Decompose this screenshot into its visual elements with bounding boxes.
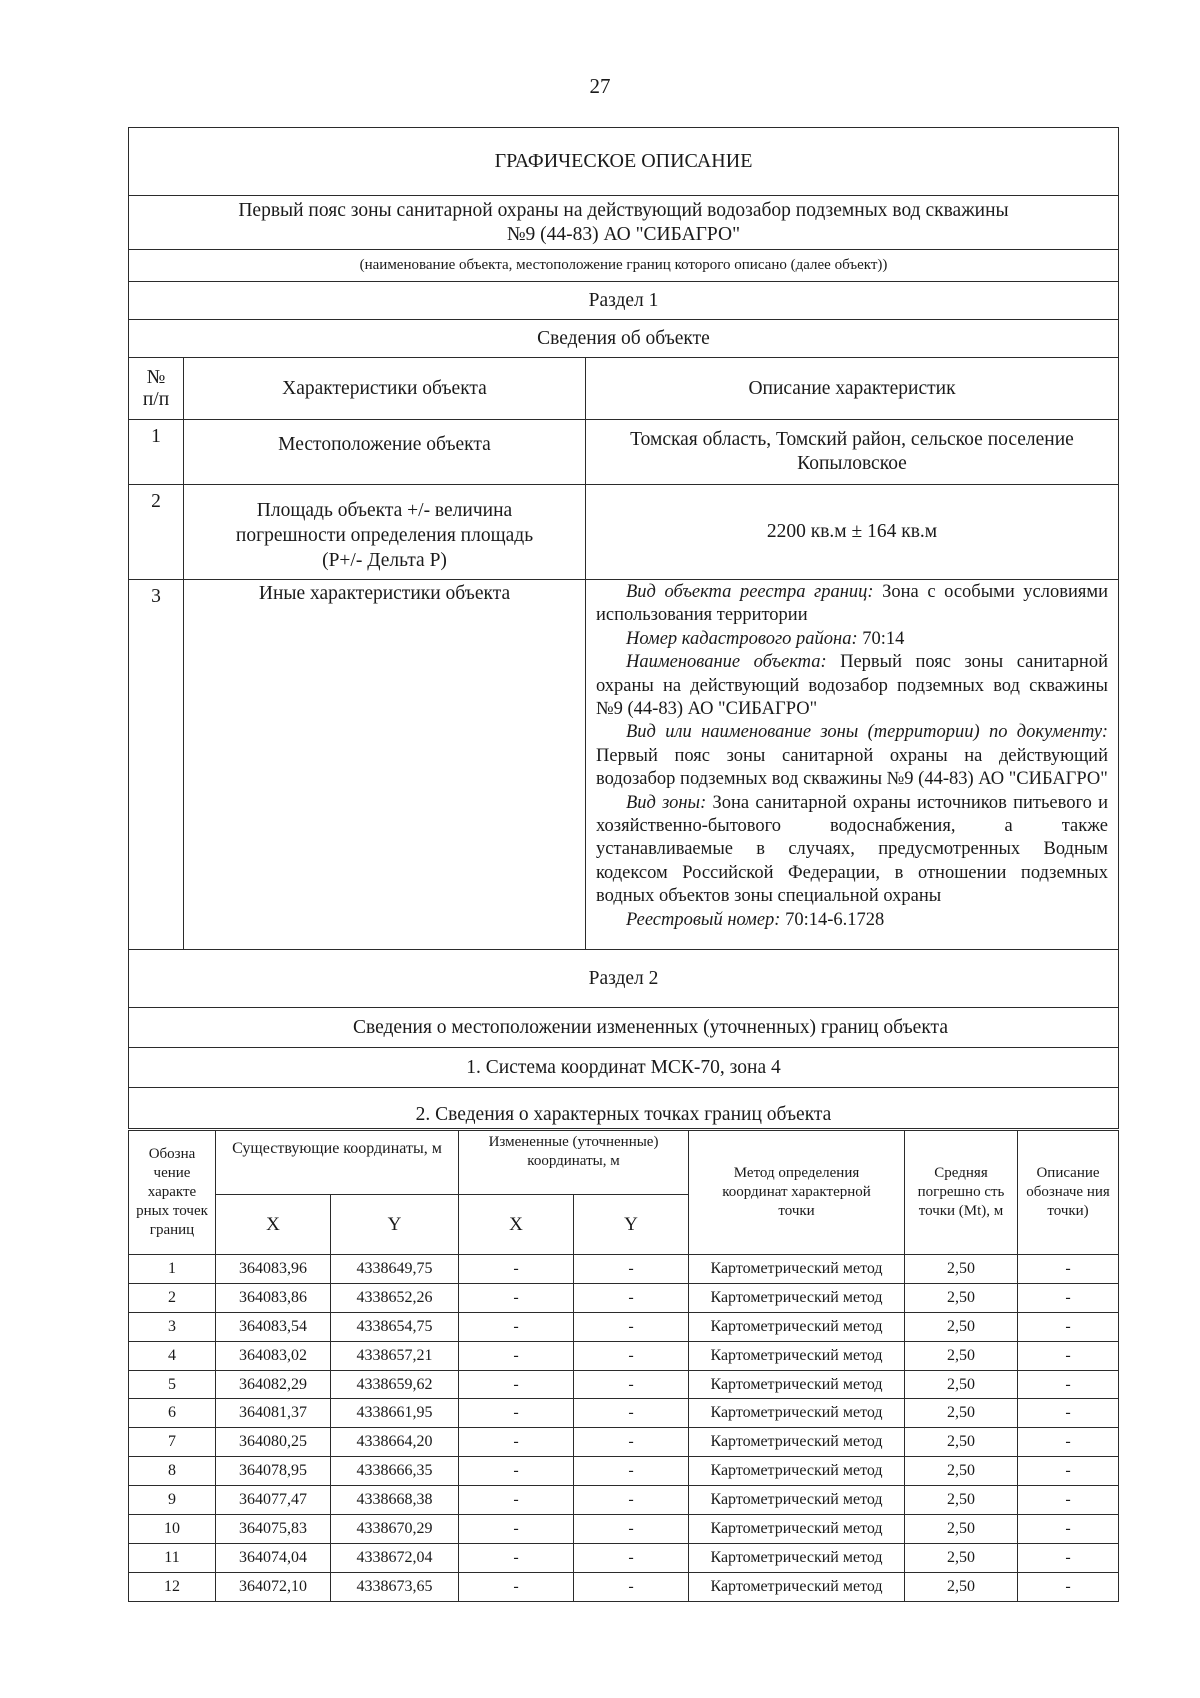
desc-para-6 bbox=[596, 909, 1108, 932]
header-y-existing: Y bbox=[331, 1195, 459, 1255]
cell-x-existing: 364083,54 bbox=[216, 1312, 331, 1341]
cell-method: Картометрический метод bbox=[689, 1428, 905, 1457]
cell-description: - bbox=[1018, 1283, 1119, 1312]
cell-error: 2,50 bbox=[905, 1515, 1018, 1544]
cell-error: 2,50 bbox=[905, 1341, 1018, 1370]
cell-error: 2,50 bbox=[905, 1428, 1018, 1457]
cell-description: - bbox=[1018, 1543, 1119, 1572]
cell-x-existing: 364083,96 bbox=[216, 1255, 331, 1284]
cell-y-existing: 4338657,21 bbox=[331, 1341, 459, 1370]
cell-x-changed: - bbox=[459, 1543, 574, 1572]
desc-text-4: Первый пояс зоны санитарной охраны на действующий водозабор подземных вод скважины №9 (44-83) АО "СИБАГРО" bbox=[596, 745, 1108, 790]
cell-error: 2,50 bbox=[905, 1312, 1018, 1341]
row3-name: Иные характеристики объекта bbox=[184, 580, 586, 950]
cell-point-number: 2 bbox=[129, 1283, 216, 1312]
cell-x-changed: - bbox=[459, 1486, 574, 1515]
cell-error: 2,50 bbox=[905, 1457, 1018, 1486]
header-x-existing: X bbox=[216, 1195, 331, 1255]
cell-point-number: 6 bbox=[129, 1399, 216, 1428]
cell-y-existing: 4338673,65 bbox=[331, 1572, 459, 1601]
cell-y-existing: 4338652,26 bbox=[331, 1283, 459, 1312]
header-changed: Измененные (уточненные) координаты, м bbox=[459, 1131, 689, 1195]
cell-y-existing: 4338666,35 bbox=[331, 1457, 459, 1486]
cell-x-changed: - bbox=[459, 1312, 574, 1341]
cell-x-changed: - bbox=[459, 1255, 574, 1284]
object-name-line2: №9 (44-83) АО "СИБАГРО" bbox=[506, 223, 741, 245]
cell-point-number: 12 bbox=[129, 1572, 216, 1601]
cell-description: - bbox=[1018, 1486, 1119, 1515]
cell-x-changed: - bbox=[459, 1572, 574, 1601]
table-row bbox=[129, 1370, 1119, 1399]
document-title: ГРАФИЧЕСКОЕ ОПИСАНИЕ bbox=[129, 128, 1119, 196]
cell-y-existing: 4338659,62 bbox=[331, 1370, 459, 1399]
desc-para-3 bbox=[596, 651, 1108, 721]
object-name-line1: Первый пояс зоны санитарной охраны на действующий водозабор подземных вод скважины bbox=[238, 199, 1009, 221]
cell-description: - bbox=[1018, 1370, 1119, 1399]
cell-error: 2,50 bbox=[905, 1399, 1018, 1428]
cell-point-number: 5 bbox=[129, 1370, 216, 1399]
desc-label-5: Вид зоны: bbox=[626, 792, 707, 813]
coordinate-system: 1. Система координат МСК-70, зона 4 bbox=[129, 1048, 1119, 1088]
desc-label-3: Наименование объекта: bbox=[626, 652, 827, 673]
cell-y-changed: - bbox=[574, 1399, 689, 1428]
header-existing: Существующие координаты, м bbox=[216, 1131, 459, 1195]
cell-method: Картометрический метод bbox=[689, 1312, 905, 1341]
row2-name-line1: Площадь объекта +/- величина bbox=[256, 499, 513, 521]
cell-x-changed: - bbox=[459, 1515, 574, 1544]
cell-point-number: 4 bbox=[129, 1341, 216, 1370]
row2-num: 2 bbox=[129, 485, 184, 580]
desc-para-1 bbox=[596, 581, 1108, 628]
cell-point-number: 7 bbox=[129, 1428, 216, 1457]
row2-value: 2200 кв.м ± 164 кв.м bbox=[586, 485, 1119, 580]
cell-y-changed: - bbox=[574, 1515, 689, 1544]
cell-y-changed: - bbox=[574, 1486, 689, 1515]
header-num-line1: № bbox=[146, 366, 166, 388]
cell-error: 2,50 bbox=[905, 1543, 1018, 1572]
object-info-table bbox=[128, 127, 1119, 1129]
desc-para-2 bbox=[596, 628, 1108, 651]
desc-text-5: Зона санитарной охраны источников питьевого и хозяйственно-бытового водоснабжения, а также устанавливаемые в случаях, предусмотренных Водным кодексом Российской Федерации, в отношении подземных водных объектов зоны специальной охраны bbox=[596, 792, 1109, 907]
cell-method: Картометрический метод bbox=[689, 1515, 905, 1544]
row1-name: Местоположение объекта bbox=[184, 420, 586, 485]
desc-text-1: Зона с особыми условиями использования территории bbox=[596, 582, 1108, 626]
header-point: Обозна чение характе рных точек границ bbox=[129, 1131, 216, 1255]
table-row bbox=[129, 1486, 1119, 1515]
points-rows bbox=[129, 1255, 1119, 1602]
cell-x-changed: - bbox=[459, 1399, 574, 1428]
table-row bbox=[129, 1515, 1119, 1544]
desc-label-1: Вид объекта реестра границ: bbox=[626, 582, 874, 602]
section1-subtitle: Сведения об объекте bbox=[129, 320, 1119, 358]
cell-method: Картометрический метод bbox=[689, 1457, 905, 1486]
header-characteristics: Характеристики объекта bbox=[184, 358, 586, 420]
cell-y-changed: - bbox=[574, 1341, 689, 1370]
row3-value bbox=[586, 580, 1119, 950]
row2-name bbox=[184, 485, 586, 580]
row1-num: 1 bbox=[129, 420, 184, 485]
cell-y-changed: - bbox=[574, 1428, 689, 1457]
cell-y-changed: - bbox=[574, 1312, 689, 1341]
cell-y-existing: 4338654,75 bbox=[331, 1312, 459, 1341]
cell-y-existing: 4338670,29 bbox=[331, 1515, 459, 1544]
header-x-changed: X bbox=[459, 1195, 574, 1255]
cell-y-changed: - bbox=[574, 1283, 689, 1312]
cell-point-number: 3 bbox=[129, 1312, 216, 1341]
desc-text-6: 70:14-6.1728 bbox=[780, 909, 885, 930]
cell-point-number: 1 bbox=[129, 1255, 216, 1284]
cell-x-existing: 364083,86 bbox=[216, 1283, 331, 1312]
cell-x-existing: 364074,04 bbox=[216, 1543, 331, 1572]
cell-description: - bbox=[1018, 1428, 1119, 1457]
section1-title: Раздел 1 bbox=[129, 282, 1119, 320]
desc-para-5 bbox=[596, 792, 1108, 909]
cell-x-existing: 364081,37 bbox=[216, 1399, 331, 1428]
cell-method: Картометрический метод bbox=[689, 1341, 905, 1370]
cell-y-changed: - bbox=[574, 1457, 689, 1486]
table-row bbox=[129, 1457, 1119, 1486]
header-num bbox=[129, 358, 184, 420]
cell-x-changed: - bbox=[459, 1457, 574, 1486]
cell-description: - bbox=[1018, 1515, 1119, 1544]
cell-description: - bbox=[1018, 1341, 1119, 1370]
cell-error: 2,50 bbox=[905, 1370, 1018, 1399]
cell-x-existing: 364078,95 bbox=[216, 1457, 331, 1486]
desc-label-4: Вид или наименование зоны (территории) по документу: bbox=[626, 722, 1108, 743]
table-row bbox=[129, 1255, 1119, 1284]
header-y-changed: Y bbox=[574, 1195, 689, 1255]
desc-para-4 bbox=[596, 721, 1108, 791]
header-num-line2: п/п bbox=[142, 388, 170, 410]
row2-name-line3: (P+/- Дельта P) bbox=[322, 549, 447, 571]
header-description: Описание характеристик bbox=[586, 358, 1119, 420]
cell-x-existing: 364083,02 bbox=[216, 1341, 331, 1370]
table-row bbox=[129, 1428, 1119, 1457]
header-method: Метод определения координат характерной точки bbox=[689, 1131, 905, 1255]
table-row bbox=[129, 1283, 1119, 1312]
cell-error: 2,50 bbox=[905, 1486, 1018, 1515]
table-row bbox=[129, 1341, 1119, 1370]
table-row bbox=[129, 1543, 1119, 1572]
desc-text-3: Первый пояс зоны санитарной охраны на действующий водозабор подземных вод скважины №9 (44-83) АО "СИБАГРО" bbox=[596, 652, 1108, 720]
points-title: 2. Сведения о характерных точках границ объекта bbox=[129, 1088, 1119, 1129]
cell-method: Картометрический метод bbox=[689, 1370, 905, 1399]
cell-x-existing: 364077,47 bbox=[216, 1486, 331, 1515]
cell-y-existing: 4338664,20 bbox=[331, 1428, 459, 1457]
table-row bbox=[129, 1312, 1119, 1341]
desc-text-2: 70:14 bbox=[857, 628, 905, 649]
cell-y-existing: 4338672,04 bbox=[331, 1543, 459, 1572]
section2-subtitle: Сведения о местоположении измененных (уточненных) границ объекта bbox=[129, 1008, 1119, 1048]
cell-point-number: 9 bbox=[129, 1486, 216, 1515]
cell-method: Картометрический метод bbox=[689, 1486, 905, 1515]
cell-error: 2,50 bbox=[905, 1572, 1018, 1601]
cell-x-existing: 364080,25 bbox=[216, 1428, 331, 1457]
cell-method: Картометрический метод bbox=[689, 1283, 905, 1312]
cell-x-changed: - bbox=[459, 1341, 574, 1370]
cell-y-existing: 4338649,75 bbox=[331, 1255, 459, 1284]
cell-x-changed: - bbox=[459, 1428, 574, 1457]
cell-description: - bbox=[1018, 1255, 1119, 1284]
header-desc: Описание обозначе ния точки) bbox=[1018, 1131, 1119, 1255]
header-error: Средняя погрешно сть точки (Mt), м bbox=[905, 1131, 1018, 1255]
cell-y-changed: - bbox=[574, 1255, 689, 1284]
cell-method: Картометрический метод bbox=[689, 1255, 905, 1284]
object-name bbox=[129, 196, 1119, 250]
cell-y-changed: - bbox=[574, 1370, 689, 1399]
cell-description: - bbox=[1018, 1457, 1119, 1486]
table-row bbox=[129, 1399, 1119, 1428]
cell-x-existing: 364075,83 bbox=[216, 1515, 331, 1544]
cell-error: 2,50 bbox=[905, 1283, 1018, 1312]
object-caption: (наименование объекта, местоположение границ которого описано (далее объект)) bbox=[129, 250, 1119, 282]
cell-y-existing: 4338661,95 bbox=[331, 1399, 459, 1428]
table-row bbox=[129, 1572, 1119, 1601]
cell-x-existing: 364072,10 bbox=[216, 1572, 331, 1601]
section2-title: Раздел 2 bbox=[129, 950, 1119, 1008]
cell-point-number: 8 bbox=[129, 1457, 216, 1486]
cell-point-number: 11 bbox=[129, 1543, 216, 1572]
desc-label-2: Номер кадастрового района: bbox=[626, 628, 858, 649]
page-number: 27 bbox=[589, 74, 611, 98]
row2-name-line2: погрешности определения площадь bbox=[235, 524, 534, 546]
cell-method: Картометрический метод bbox=[689, 1543, 905, 1572]
cell-error: 2,50 bbox=[905, 1255, 1018, 1284]
cell-description: - bbox=[1018, 1572, 1119, 1601]
row1-value: Томская область, Томский район, сельское поселение Копыловское bbox=[586, 420, 1119, 485]
row3-num: 3 bbox=[129, 580, 184, 950]
cell-method: Картометрический метод bbox=[689, 1572, 905, 1601]
cell-point-number: 10 bbox=[129, 1515, 216, 1544]
cell-description: - bbox=[1018, 1312, 1119, 1341]
cell-y-changed: - bbox=[574, 1572, 689, 1601]
cell-description: - bbox=[1018, 1399, 1119, 1428]
cell-method: Картометрический метод bbox=[689, 1399, 905, 1428]
cell-x-changed: - bbox=[459, 1370, 574, 1399]
cell-x-existing: 364082,29 bbox=[216, 1370, 331, 1399]
desc-label-6: Реестровый номер: bbox=[626, 909, 781, 930]
cell-x-changed: - bbox=[459, 1283, 574, 1312]
points-table bbox=[128, 1130, 1119, 1602]
cell-y-existing: 4338668,38 bbox=[331, 1486, 459, 1515]
cell-y-changed: - bbox=[574, 1543, 689, 1572]
